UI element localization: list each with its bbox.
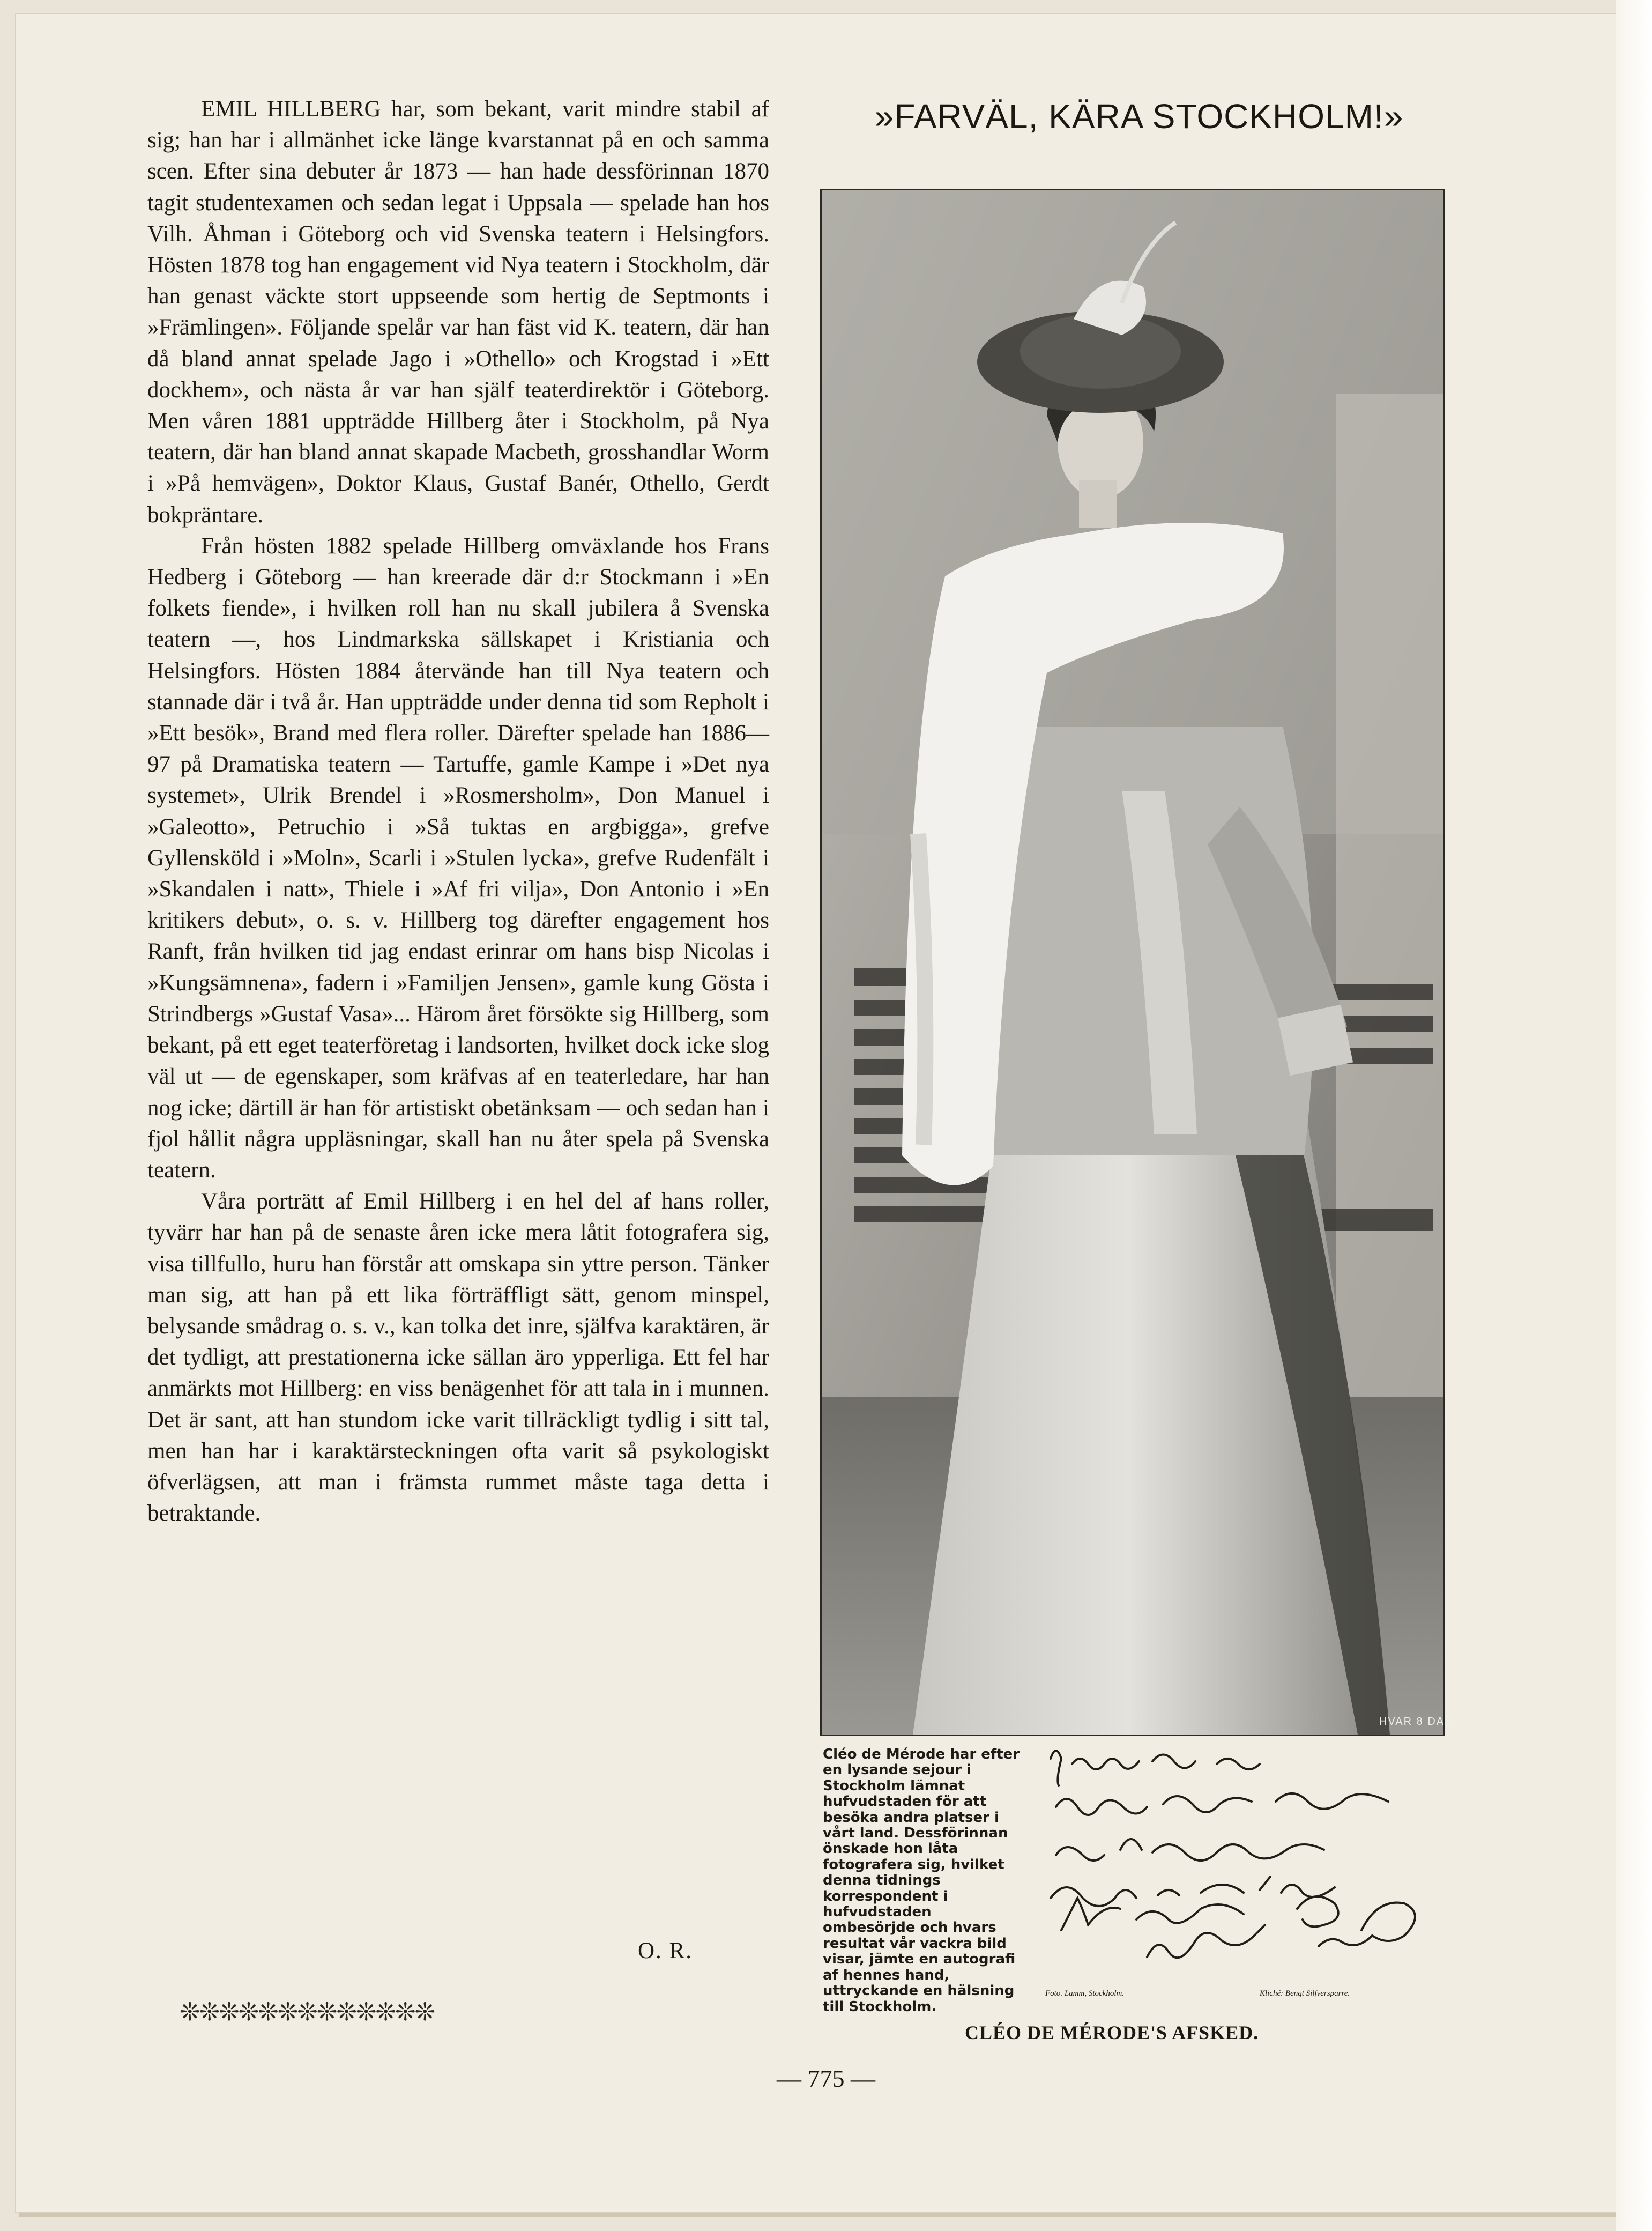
- article-paragraph-2: Från hösten 1882 spelade Hillberg omväxlande hos Frans Hedberg i Göteborg — han kreerade där d:r Stockmann i »En folkets fiende», i hvilken roll han nu skall jubilera å Svenska teatern —, hos Lindmarkska sällskapet i Kristiania och Helsingfors. Hösten 1884 återvände han till Nya teatern och stannade där i två år. Han uppträdde under denna tid som Repholt i »Ett besök», Brand med flera roller. Därefter spelade han 1886—97 på Dramatiska teatern — Tartuffe, gamle Kampe i »Det nya systemet», Ulrik Brendel i »Rosmersholm», Don Manuel i »Galeotto», Petruchio i »Så tuktas en argbigga», grefve Gyllensköld i »Moln», Scarli i »Stulen lycka», grefve Rudenfält i »Skandalen i natt», Thiele i »Af fri vilja», Don Antonio i »En kritikers debut», o. s. v. Hillberg tog därefter engagement hos Ranft, från hvilken tid jag endast erinrar om hans bisp Nicolas i »Kungsämnena», fadern i »Familjen Jensen», gamle kung Gösta i Strindbergs »Gustaf Vasa»... Härom året försökte sig Hillberg, som bekant, på ett eget teaterföretag i landsorten, hvilket dock icke slog väl ut — de egenskaper, som kräfvas af en teaterledare, har han nog icke; därtill är han för artistiskt obetänksam — och sedan han i fjol hållit några uppläsningar, skall han nu åter spela på Svenska teatern.: [147, 533, 769, 1183]
- article-paragraph-1: EMIL HILLBERG har, som bekant, varit mindre stabil af sig; han har i allmänhet icke länge kvarstannat på en och samma scen. Efter sina debuter år 1873 — han hade dessförinnan 1870 tagit studentexamen och sedan legat i Uppsala — spelade han hos Vilh. Åhman i Göteborg och vid Svenska teatern i Helsingfors. Hösten 1878 tog han engagement vid Nya teatern i Stockholm, där han genast väckte stort uppseende som hertig de Septmonts i »Främlingen». Följande spelår var han fäst vid K. teatern, där han då bland annat spelade Jago i »Othello» och Krogstad i »Ett dockhem», och nästa år var han själf teaterdirektör i Göteborg. Men våren 1881 uppträdde Hillberg åter i Stockholm, på Nya teatern, där han bland annat skapade Macbeth, grosshandlar Worm i »På hemvägen», Doktor Klaus, Gustaf Banér, Othello, Gerdt bokpräntare.: [147, 97, 769, 528]
- figure-title: CLÉO DE MÉRODE'S AFSKED.: [965, 2022, 1259, 2043]
- photo-stamp: HVAR 8 DAG.: [1379, 1716, 1458, 1728]
- page-edge: [1616, 0, 1652, 2231]
- article-hillberg: [147, 94, 769, 1529]
- feature-headline: »FARVÄL, KÄRA STOCKHOLM!»: [874, 97, 1404, 136]
- portrait-photo: [820, 189, 1458, 1736]
- page-number: — 775 —: [777, 2065, 875, 2092]
- article-signature: O. R.: [638, 1938, 693, 1963]
- photo-caption: Cléo de Mérode har efter en lysande sejour i Stockholm lämnat hufvudstaden för att besöka andra platser i vårt land. Dessförinnan önskade hon låta fotografera sig, hvilket denna tidnings korrespondent i hufvudstaden ombesörjde och hvars resultat vår vackra bild visar, jämte en autografi af hennes hand, uttryckande en hälsning till Stockholm.: [823, 1746, 1020, 2015]
- article-paragraph-3: Våra porträtt af Emil Hillberg i en hel del af hans roller, tyvärr har han på de senaste åren icke mera låtit fotografera sig, visa tillfullo, huru han förstår att omskapa sin yttre person. Tänker man sig, att han på ett lika förträffligt sätt, genom minspel, belysande smådrag o. s. v., kan tolka det inre, själfva karaktären, är det tydligt, att prestationerna icke sällan äro ypperliga. Ett fel har anmärkts mot Hillberg: en viss benägenhet för att tala in i munnen. Det är sant, att han stundom icke varit tillräckligt tydlig i sitt tal, men han har i karaktärsteckningen ofta varit så psykologiskt öfverlägsen, att man i främsta rummet måste taga detta i betraktande.: [147, 1189, 769, 1526]
- photo-credit: Foto. Lamm, Stockholm.: [1045, 1989, 1125, 1998]
- cliche-credit: Kliché: Bengt Silfversparre.: [1260, 1989, 1350, 1998]
- decorative-rule-ornament: ❊❊❊❊❊❊❊❊❊❊❊❊❊: [180, 1997, 435, 2026]
